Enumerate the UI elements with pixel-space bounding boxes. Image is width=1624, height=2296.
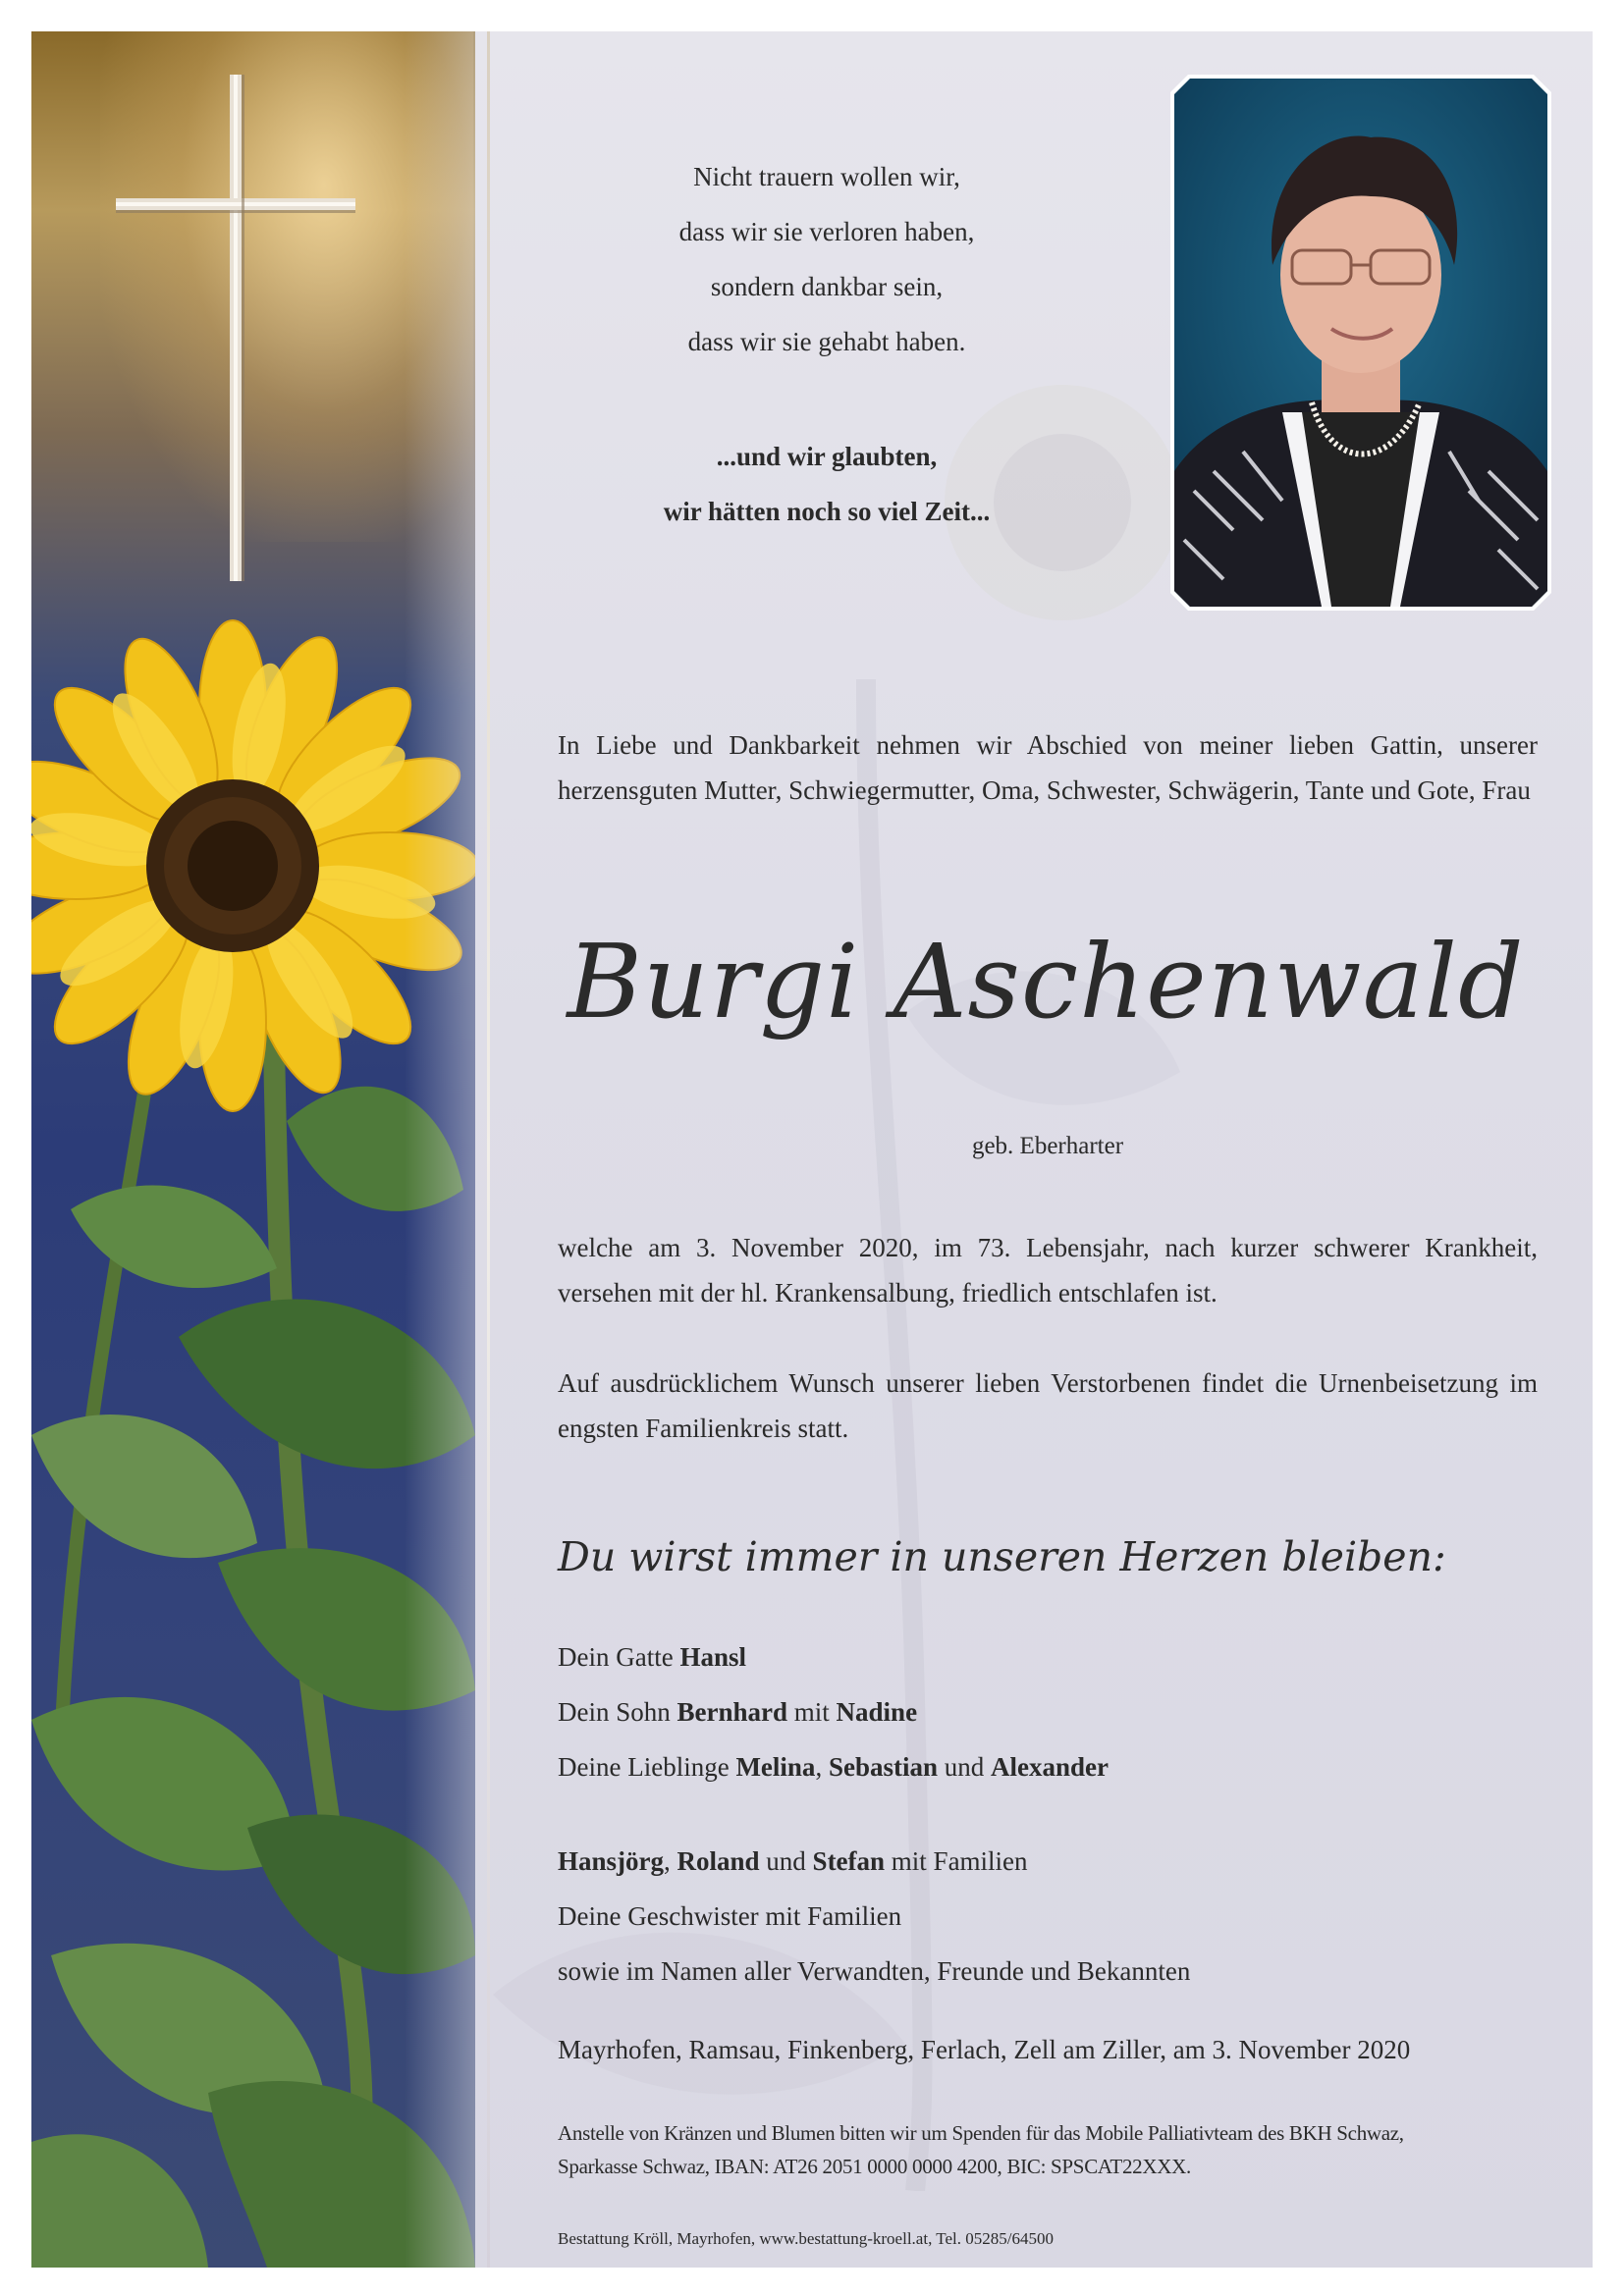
undertaker-footer: Bestattung Kröll, Mayrhofen, www.bestattung-kroell.at, Tel. 05285/64500	[558, 2229, 1054, 2248]
obituary-card	[31, 31, 1593, 2268]
mourner-line: Hansjörg, Roland und Stefan mit Familien	[558, 1846, 1028, 1876]
poem-line: dass wir sie gehabt haben.	[687, 327, 966, 356]
portrait-frame	[1170, 75, 1551, 611]
mourner-line: Deine Lieblinge Melina, Sebastian und Alexander	[558, 1752, 1109, 1782]
extended-family	[558, 1834, 1538, 1999]
mourners-list	[558, 1629, 1538, 1794]
donation-note	[558, 2116, 1540, 2183]
poem	[581, 149, 1072, 369]
deceased-name: Burgi Aschenwald	[567, 922, 1525, 1041]
poem-bold-line: ...und wir glaubten,	[716, 442, 938, 471]
death-notice: welche am 3. November 2020, im 73. Lebensjahr, nach kurzer schwerer Krankheit, versehen mit der hl. Krankensalbung, friedlich entschlafen ist.	[558, 1233, 1538, 1308]
mourner-line: sowie im Namen aller Verwandten, Freunde und Bekannten	[558, 1956, 1191, 1986]
poem-line: dass wir sie verloren haben,	[678, 217, 975, 246]
mourner-line: Deine Geschwister mit Familien	[558, 1901, 902, 1931]
mourner-line: Dein Sohn Bernhard mit Nadine	[558, 1697, 918, 1727]
burial-notice: Auf ausdrücklichem Wunsch unserer lieben Verstorbenen findet die Urnenbeisetzung im engsten Familienkreis statt.	[558, 1368, 1538, 1443]
motto: Du wirst immer in unseren Herzen bleiben:	[558, 1533, 1446, 1580]
intro-paragraph: In Liebe und Dankbarkeit nehmen wir Abschied von meiner lieben Gattin, unserer herzensguten Mutter, Schwiegermutter, Oma, Schwester, Schwägerin, Tante und Gote, Frau	[558, 730, 1538, 805]
poem-bold-line: wir hätten noch so viel Zeit...	[663, 497, 991, 526]
content-area	[31, 31, 1593, 2268]
poem-line: Nicht trauern wollen wir,	[693, 162, 960, 191]
birth-name: geb. Eberharter	[971, 1133, 1124, 1159]
donation-line: Anstelle von Kränzen und Blumen bitten wir um Spenden für das Mobile Palliativteam des BKH Schwaz,	[558, 2121, 1404, 2145]
poem-line: sondern dankbar sein,	[710, 272, 944, 301]
place-date: Mayrhofen, Ramsau, Finkenberg, Ferlach, Zell am Ziller, am 3. November 2020	[558, 2035, 1411, 2064]
portrait-photo	[1174, 79, 1547, 607]
mourner-line: Dein Gatte Hansl	[558, 1642, 746, 1672]
poem-closing	[581, 429, 1072, 539]
donation-line: Sparkasse Schwaz, IBAN: AT26 2051 0000 0000 4200, BIC: SPSCAT22XXX.	[558, 2155, 1191, 2178]
